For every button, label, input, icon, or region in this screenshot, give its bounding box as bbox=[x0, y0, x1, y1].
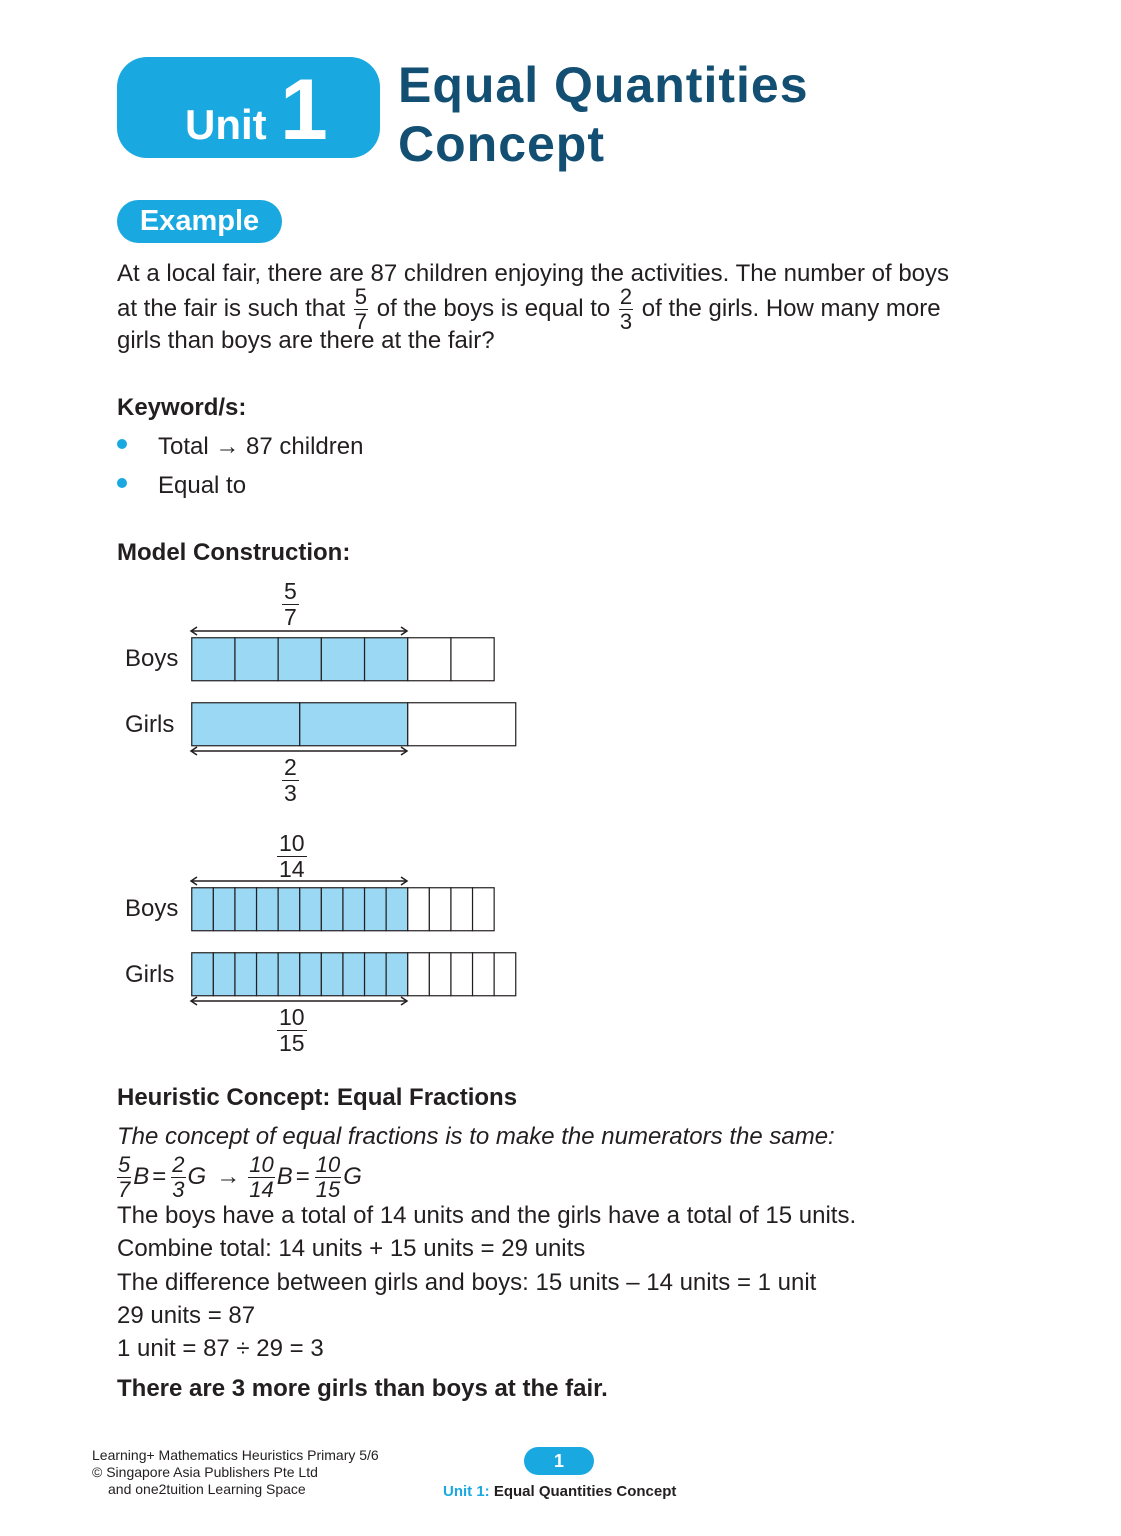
boys-model-bar bbox=[191, 637, 494, 680]
shaded-unit bbox=[235, 888, 257, 931]
equation: $\frac{5}{7}$ B = $\frac{2}{3}$ G → $\frac{10}{14}$ B = $\frac{10}{15}$ G bbox=[118, 1151, 362, 1202]
shaded-unit bbox=[192, 638, 235, 681]
working-line: 29 units = 87 bbox=[117, 1302, 256, 1329]
question-text: at the fair is such that bbox=[117, 295, 346, 322]
top-fraction: $\frac{5}{7}$ bbox=[284, 578, 297, 630]
double-arrow bbox=[188, 874, 414, 888]
page-number: 1 bbox=[524, 1447, 594, 1475]
unshaded-unit bbox=[429, 953, 451, 996]
fraction: $\frac{10}{14}$ bbox=[249, 1151, 274, 1202]
shaded-unit bbox=[386, 888, 408, 931]
page-title-line2: Concept bbox=[398, 116, 605, 172]
shaded-unit bbox=[365, 953, 387, 996]
label-boys: Boys bbox=[125, 645, 179, 672]
shaded-unit bbox=[213, 888, 235, 931]
fraction: $\frac{5}{7}$ bbox=[354, 283, 368, 334]
bullet-icon bbox=[117, 439, 127, 449]
unit-number: 1 bbox=[280, 62, 328, 158]
bullet-icon bbox=[117, 478, 127, 488]
unshaded-unit bbox=[408, 953, 430, 996]
shaded-unit bbox=[213, 953, 235, 996]
girls-model-bar bbox=[191, 952, 516, 995]
unshaded-unit bbox=[451, 888, 473, 931]
question-text: of the boys is equal to bbox=[376, 295, 611, 322]
shaded-unit bbox=[278, 638, 321, 681]
shaded-unit bbox=[300, 888, 322, 931]
question-line3: girls than boys are there at the fair? bbox=[117, 327, 495, 354]
shaded-unit bbox=[278, 888, 300, 931]
double-arrow bbox=[188, 744, 414, 758]
keywords-heading: Keyword/s: bbox=[117, 394, 247, 421]
shaded-unit bbox=[192, 888, 214, 931]
label-boys: Boys bbox=[125, 895, 179, 922]
footer-copyright: © Singapore Asia Publishers Pte Ltd bbox=[92, 1464, 318, 1480]
shaded-unit bbox=[300, 953, 322, 996]
shaded-unit bbox=[257, 953, 279, 996]
working-line: The boys have a total of 14 units and the girls have a total of 15 units. bbox=[117, 1202, 857, 1229]
footer-book-title: Learning+ Mathematics Heuristics Primary 5/6 bbox=[92, 1447, 379, 1463]
shaded-unit bbox=[235, 953, 257, 996]
unshaded-unit bbox=[473, 888, 495, 931]
shaded-unit bbox=[321, 638, 364, 681]
unshaded-unit bbox=[451, 953, 473, 996]
keyword-item-equal: Equal to bbox=[158, 472, 247, 499]
model-heading: Model Construction: bbox=[117, 539, 351, 566]
shaded-unit bbox=[321, 953, 343, 996]
unshaded-unit bbox=[408, 638, 451, 681]
fraction: $\frac{10}{15}$ bbox=[315, 1151, 341, 1202]
boys-model-bar bbox=[191, 887, 494, 930]
keyword-item-total: Total → 87 children bbox=[158, 433, 364, 460]
fraction: $\frac{2}{3}$ bbox=[619, 283, 633, 334]
shaded-unit bbox=[321, 888, 343, 931]
shaded-unit bbox=[386, 953, 408, 996]
label-girls: Girls bbox=[125, 711, 175, 738]
unshaded-unit bbox=[408, 888, 430, 931]
heuristic-heading: Heuristic Concept: Equal Fractions bbox=[117, 1084, 518, 1111]
model-bar-svg bbox=[191, 952, 518, 997]
shaded-unit bbox=[192, 703, 300, 746]
fraction: $\frac{2}{3}$ bbox=[172, 1151, 185, 1202]
girls-model-bar bbox=[191, 702, 516, 745]
shaded-unit bbox=[257, 888, 279, 931]
double-arrow bbox=[188, 624, 414, 638]
shaded-unit bbox=[365, 888, 387, 931]
model-bar-svg bbox=[191, 702, 518, 747]
model-bar-svg bbox=[191, 887, 496, 932]
unshaded-unit bbox=[429, 888, 451, 931]
shaded-unit bbox=[365, 638, 408, 681]
working-line: Combine total: 14 units + 15 units = 29 units bbox=[117, 1235, 586, 1262]
working-line: The difference between girls and boys: 15 units – 14 units = 1 unit bbox=[117, 1269, 817, 1296]
unshaded-unit bbox=[451, 638, 494, 681]
shaded-unit bbox=[192, 953, 214, 996]
working-line: 1 unit = 87 ÷ 29 = 3 bbox=[117, 1335, 324, 1362]
unshaded-unit bbox=[494, 953, 516, 996]
question-text: of the girls. How many more bbox=[641, 295, 941, 322]
unshaded-unit bbox=[408, 703, 516, 746]
shaded-unit bbox=[343, 953, 365, 996]
footer-partner: and one2tuition Learning Space bbox=[108, 1481, 306, 1497]
shaded-unit bbox=[343, 888, 365, 931]
question-line1: At a local fair, there are 87 children enjoying the activities. The number of boys bbox=[117, 260, 950, 287]
shaded-unit bbox=[235, 638, 278, 681]
example-label: Example bbox=[117, 200, 282, 243]
shaded-unit bbox=[278, 953, 300, 996]
model-bar-svg bbox=[191, 637, 496, 682]
bottom-fraction: $\frac{2}{3}$ bbox=[284, 754, 297, 806]
bottom-fraction: $\frac{10}{15}$ bbox=[279, 1004, 305, 1056]
fraction: $\frac{5}{7}$ bbox=[118, 1151, 131, 1202]
heuristic-intro: The concept of equal fractions is to make the numerators the same: bbox=[117, 1123, 835, 1150]
footer-unit-title: Unit 1: Equal Quantities Concept bbox=[443, 1483, 677, 1500]
label-girls: Girls bbox=[125, 961, 175, 988]
answer: There are 3 more girls than boys at the fair. bbox=[117, 1375, 608, 1402]
arrow-icon: → bbox=[216, 1163, 241, 1190]
unshaded-unit bbox=[473, 953, 495, 996]
page-title-line1: Equal Quantities bbox=[398, 57, 809, 113]
unit-badge bbox=[117, 57, 380, 158]
unit-word: Unit bbox=[185, 101, 267, 148]
top-fraction: $\frac{10}{14}$ bbox=[279, 830, 305, 882]
shaded-unit bbox=[300, 703, 408, 746]
